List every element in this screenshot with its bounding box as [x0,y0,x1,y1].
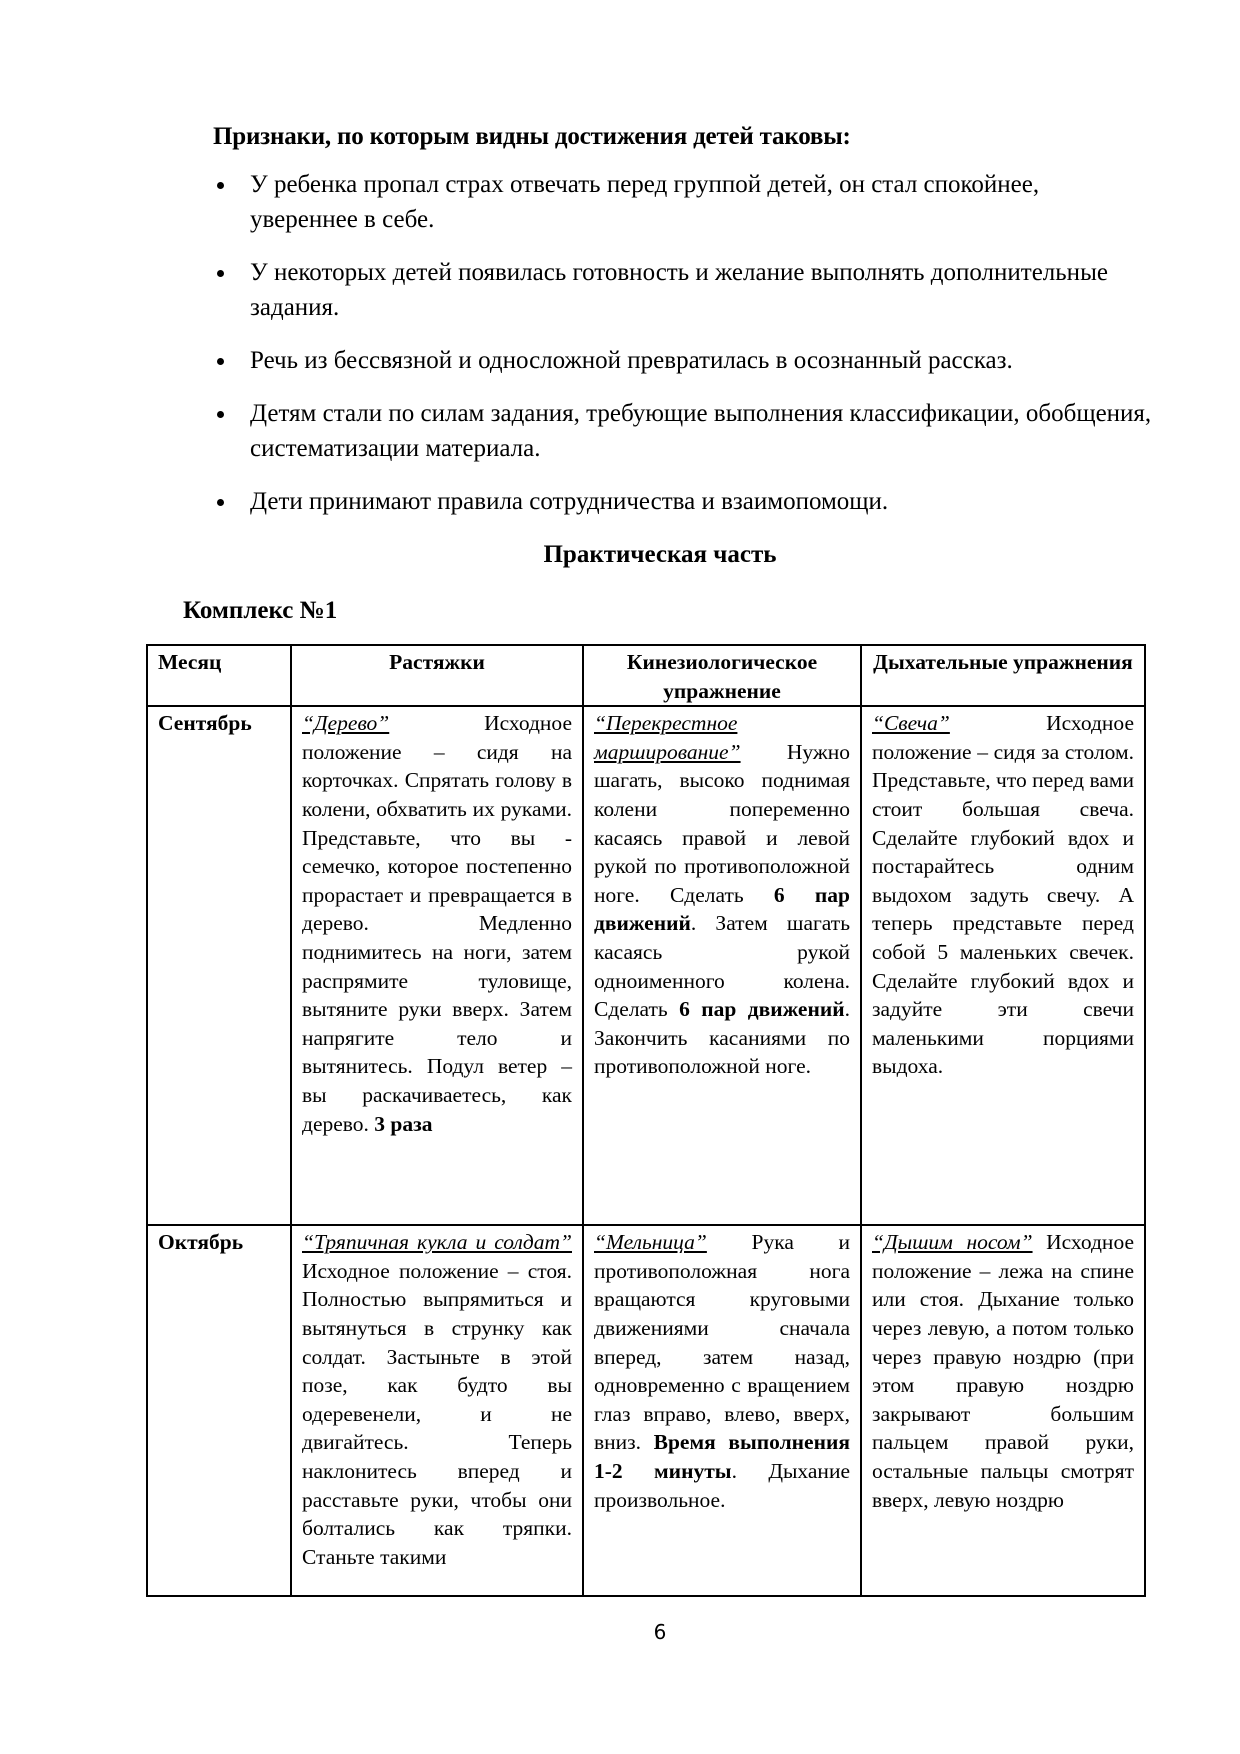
header-breathing: Дыхательные упражнения [861,645,1145,706]
exercise-title: “Тряпичная кукла и солдат” [302,1230,572,1255]
exercise-text: Исходное положение – стоя. Полностью выпрямиться и вытянуться в струнку как солдат. Застыньте в этой позе, как будто вы одеревенели, и не двигайтесь. Теперь наклонитесь вперед и расставьте руки, чтобы они болтались как тряпки. Станьте такими [302,1258,572,1569]
exercise-duration: Время выполнения 1-2 минуты [594,1430,850,1483]
stretch-cell [291,1225,583,1596]
table-header-row [147,645,1145,706]
bullet-icon [217,182,224,189]
page-number: 6 [653,1620,667,1644]
list-item-text: Речь из бессвязной и односложной превратилась в осознанный рассказ. [250,347,1013,374]
list-item [213,343,1153,378]
exercise-text: Рука и противоположная нога вращаются круговыми движениями сначала вперед, затем назад, одновременно с вращением глаз вправо, влево, вверх, вниз. [594,1230,850,1455]
section-title: Практическая часть [543,541,777,568]
exercise-text: Исходное положение – лежа на спине или стоя. Дыхание только через левую, а потом только через правую ноздрю (при этом правую ноздрю закрывают большим пальцем правой руки, остальные пальцы смотрят вверх, левую ноздрю [872,1230,1134,1512]
exercise-text: . Дыхание произвольное. [594,1458,850,1512]
header-kinesio: Кинезиологическое упражнение [583,645,861,706]
exercise-text: . Закончить касаниями по противоположной ноге. [594,997,850,1079]
exercise-reps: 6 пар движений [679,997,845,1022]
exercise-title: “Мельница” [594,1230,707,1255]
list-item-text: У ребенка пропал страх отвечать перед группой детей, он стал спокойнее, увереннее в себе. [250,171,1040,233]
exercise-text: Исходное положение – сидя за столом. Представьте, что перед вами стоит большая свеча. Сделайте глубокий вдох и постарайтесь одним выдохом задуть свечу. А теперь представьте перед собой 5 маленьких свечек. Сделайте глубокий вдох и задуйте эти свечи маленькими порциями выдоха. [872,711,1134,1079]
kinesio-cell [583,1225,861,1596]
bullet-icon [217,411,224,418]
exercise-text: . Затем шагать касаясь рукой одноименного колена. Сделать [594,911,850,1022]
list-item [213,396,1153,466]
achievements-heading: Признаки, по которым видны достижения детей таковы: [213,123,851,150]
month-cell: Октябрь [147,1225,291,1596]
exercise-table [146,644,1146,1597]
exercise-reps: 3 раза [374,1111,433,1136]
breathing-cell [861,1225,1145,1596]
exercise-title: “Дышим носом” [872,1230,1033,1255]
achievements-list [213,167,1153,537]
bullet-icon [217,499,224,506]
exercise-text: Нужно шагать, высоко поднимая колени попеременно касаясь правой и левой рукой по противоположной ноге. Сделать [594,739,850,907]
stretch-cell [291,706,583,1225]
month-cell: Сентябрь [147,706,291,1225]
bullet-icon [217,270,224,277]
list-item [213,255,1153,325]
list-item [213,167,1153,237]
list-item-text: Дети принимают правила сотрудничества и взаимопомощи. [250,488,889,515]
breathing-cell [861,706,1145,1225]
list-item-text: У некоторых детей появилась готовность и желание выполнять дополнительные задания. [250,259,1108,321]
table-row [147,1225,1145,1596]
exercise-title: “Свеча” [872,711,950,736]
exercise-text: Исходное положение – сидя на корточках. Спрятать голову в колени, обхватить их руками. Представьте, что вы - семечко, которое постепенно прорастает и превращается в дерево. Медленно поднимитесь на ноги, затем распрямите туловище, вытяните руки вверх. Затем напрягите тело и вытянитесь. Подул ветер – вы раскачиваетесь, как дерево. [302,711,572,1136]
table-row [147,706,1145,1225]
bullet-icon [217,358,224,365]
header-stretch: Растяжки [291,645,583,706]
exercise-title: “Дерево” [302,711,390,736]
header-month: Месяц [147,645,291,706]
kinesio-cell [583,706,861,1225]
list-item [213,484,1153,519]
complex-title: Комплекс №1 [183,597,338,624]
exercise-title: “Перекрестное марширование” [594,711,741,764]
exercise-reps: 6 пар движений [594,882,850,936]
list-item-text: Детям стали по силам задания, требующие выполнения классификации, обобщения, систематизации материала. [250,400,1152,462]
